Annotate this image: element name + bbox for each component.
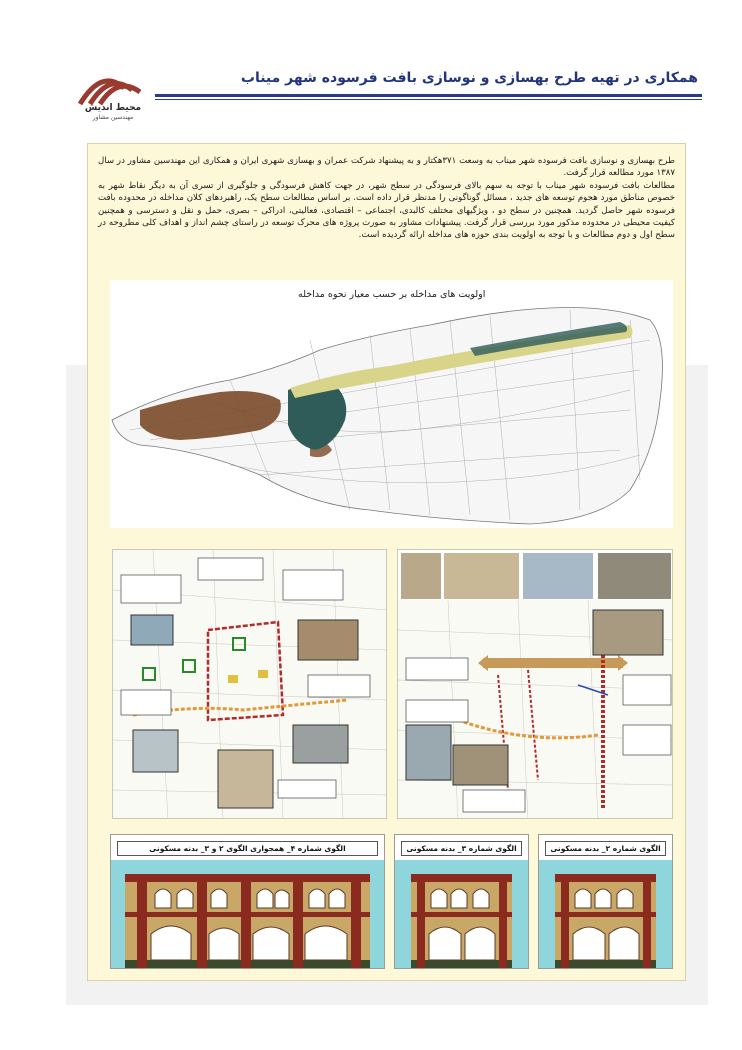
facade-pattern-3: [394, 834, 529, 969]
project-description: [98, 155, 675, 242]
facade-pattern-3-label: الگوی شماره ۳_ بدنه مسکونی: [401, 841, 522, 856]
header-rule: [155, 94, 702, 97]
facade-pattern-4-label: الگوی شماره ۴_ همجواری الگوی ۲ و ۳_ بدنه مسکونی: [117, 841, 378, 856]
description-paragraph-1: طرح بهسازی و نوسازی بافت فرسوده شهر میناب به وسعت ۳۷۱هکتار و به پیشنهاد شرکت عمران و بهسازی شهری ایران و همکاری این مهندسین مشاور در سال ۱۳۸۷ مورد مطالعه قرار گرفت.: [98, 156, 675, 179]
page-title: همکاری در تهیه طرح بهسازی و نوسازی بافت فرسوده شهر میناب: [240, 70, 698, 86]
logo-subtitle: مهندسین مشاور: [92, 114, 134, 121]
description-paragraph-2: مطالعات بافت فرسوده شهر میناب با توجه به سهم بالای فرسودگی در سطح شهر، در جهت کاهش فرسودگی و جلوگیری از تسری آن به دیگر نقاط شهر به خصوص مناطق مورد هجوم توسعه های جدید ، مسائل گوناگونی را مدنظر قرار داده است. بر اساس مطالعات سطح یک، راهبردهای کلان مداخله در محدوده بافت فرسوده شهر حاصل گردید. همچنین در سطح دو ، ویژگیهای مختلف کالبدی، اجتماعی – اقتصادی، فعالیتی، ادراکی – بصری، حمل و نقل و دسترسی و همچنین کیفیت محیطی در محدوده مذکور مورد بررسی قرار گرفت. پیشنهادات مشاور به صورت پروژه های محرک توسعه در راستای چشم انداز و اهداف کلی مطروحه در سطح اول و دوم مطالعات و با توجه به اولویت بندی حوزه های مداخله ارائه گردیده است.: [98, 180, 675, 241]
facade-pattern-2: [538, 834, 673, 969]
company-logo: [72, 62, 152, 122]
logo-name: محیط اندیش: [84, 103, 142, 113]
site-plan-left: [112, 549, 387, 819]
facade-pattern-4: [110, 834, 385, 969]
facade-pattern-2-label: الگوی شماره ۲_ بدنه مسکونی: [545, 841, 666, 856]
map-title: اولویت های مداخله بر حسب معیار نحوه مداخله: [298, 289, 486, 300]
header-rule-thin: [155, 99, 702, 100]
site-plan-right: [397, 549, 673, 819]
intervention-priority-map: [110, 280, 673, 528]
